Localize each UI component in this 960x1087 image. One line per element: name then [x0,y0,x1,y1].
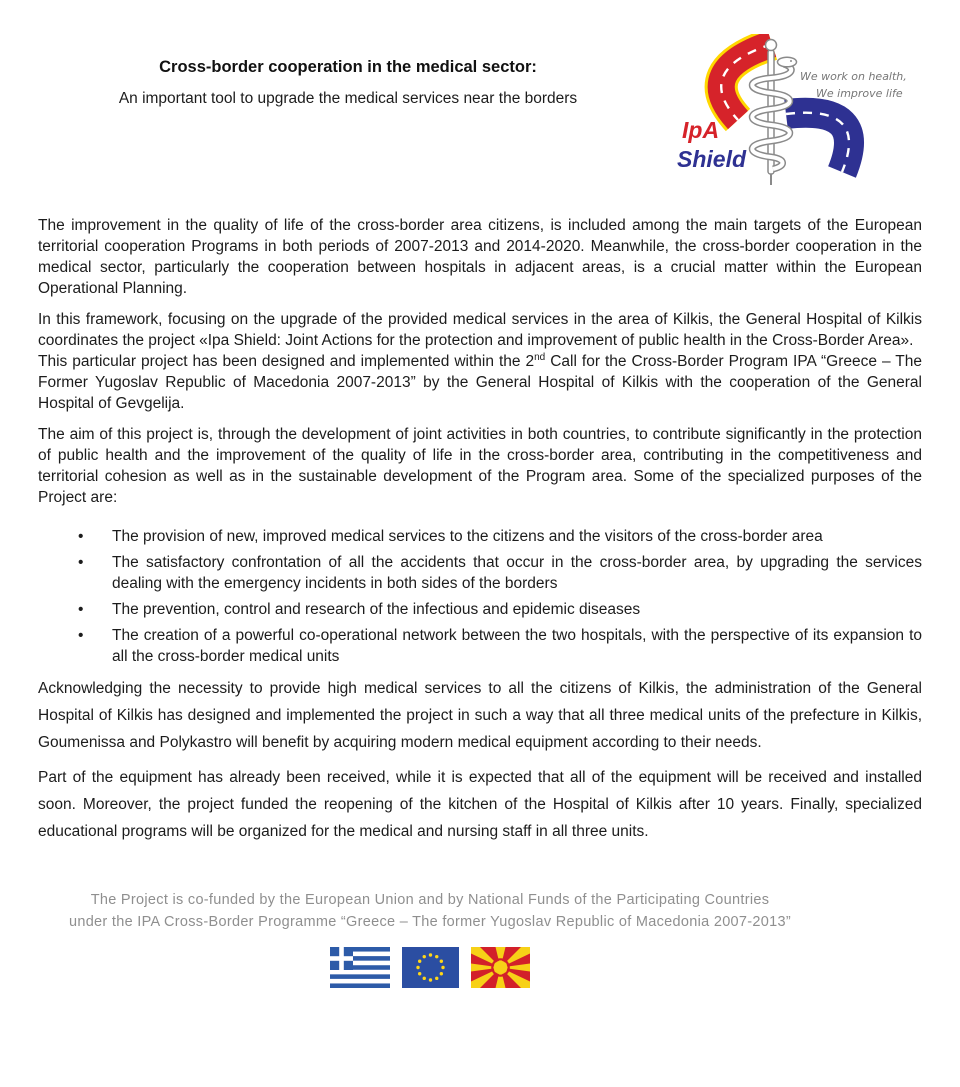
bullet-marker: • [78,627,84,644]
list-item-text: The prevention, control and research of the infectious and epidemic diseases [112,601,641,618]
paragraph-aim: The aim of this project is, through the development of joint activities in both countries, to contribute significantly in the protection of public health and the improvement of the quality of life in the cross-border area, contributing in the competitiveness and territorial cohesion as well as in the sustainable development of the Program area. Some of the specialized purposes of the Project are: [38,426,922,506]
ipa-shield-logo [674,34,918,186]
list-item-text: The provision of new, improved medical services to the citizens and the visitors of the cross-border area [112,528,823,545]
list-item [78,552,922,594]
paragraph-intro: The improvement in the quality of life of the cross-border area citizens, is included among the main targets of the European territorial cooperation Programs in both periods of 2007-2013 and 2014-2020. Meanwhile, the cross-border cooperation in the medical sector, particularly the cooperation between hospitals in adjacent areas, is a crucial matter within the European Operational Planning. [38,217,922,297]
eu-flag [402,947,459,988]
purpose-list [38,526,922,667]
list-item [78,526,922,547]
greece-flag [330,947,390,988]
paragraph-call [38,351,922,414]
document-body [0,215,960,845]
funding-statement-line1: The Project is co-funded by the European Union and by National Funds of the Participating Countries [90,892,770,908]
logo-brand-top: IpA [682,117,720,143]
list-item [78,599,922,620]
paragraph-equipment: Part of the equipment has already been received, while it is expected that all of the equipment will be received and installed soon. Moreover, the project funded the reopening of the kitchen of the Hospital of Kilkis after 10 years. Finally, specialized educational programs will be organized for the medical and nursing staff in all three units. [38,769,922,840]
header [0,0,960,215]
ordinal-superscript: nd [534,351,546,363]
funding-statement-line2: under the IPA Cross-Border Programme “Greece – The former Yugoslav Republic of Macedonia 2007-2013” [68,914,792,930]
bullet-marker: • [78,528,84,545]
paragraph-framework: In this framework, focusing on the upgrade of the provided medical services in the area of Kilkis, the General Hospital of Kilkis coordinates the project «Ipa Shield: Joint Actions for the protection and improvement of public health in the Cross-Border Area». [38,311,922,349]
footer [0,889,960,988]
logo-tagline-1: We work on health, [800,70,907,83]
paragraph-call-text: This particular project has been designed and implemented within the 2 [38,353,535,370]
page-subtitle: An important tool to upgrade the medical services near the borders [118,90,578,107]
logo-brand-bottom: Shield [677,146,747,172]
list-item [78,625,922,667]
blue-road-icon [786,113,849,172]
flags-row [0,947,860,988]
list-item-text: The satisfactory confrontation of all the accidents that occur in the cross-border area, by upgrading the services dealing with the emergency incidents in both sides of the borders [112,554,922,592]
bullet-marker: • [78,601,84,618]
logo-tagline-2: We improve life [816,87,903,100]
paragraph-acknowledge: Acknowledging the necessity to provide high medical services to all the citizens of Kilkis, the administration of the General Hospital of Kilkis has designed and implemented the project in such a way that all three medical units of the prefecture in Kilkis, Goumenissa and Polykastro will benefit by acquiring modern medical equipment according to their needs. [38,680,922,751]
north-macedonia-flag [471,947,530,988]
list-item-text: The creation of a powerful co-operational network between the two hospitals, with the perspective of its expansion to all the cross-border medical units [112,627,922,665]
paragraph-call-text-rest: Call for the Cross-Border Program IPA “Greece – The Former Yugoslav Republic of Macedonia 2007-2013” by the General Hospital of Kilkis with the cooperation of the General Hospital of Gevgelija. [38,353,922,412]
page-title: Cross-border cooperation in the medical sector: [159,58,537,76]
bullet-marker: • [78,554,84,571]
title-block [38,58,658,108]
logo-graphic [674,34,918,186]
